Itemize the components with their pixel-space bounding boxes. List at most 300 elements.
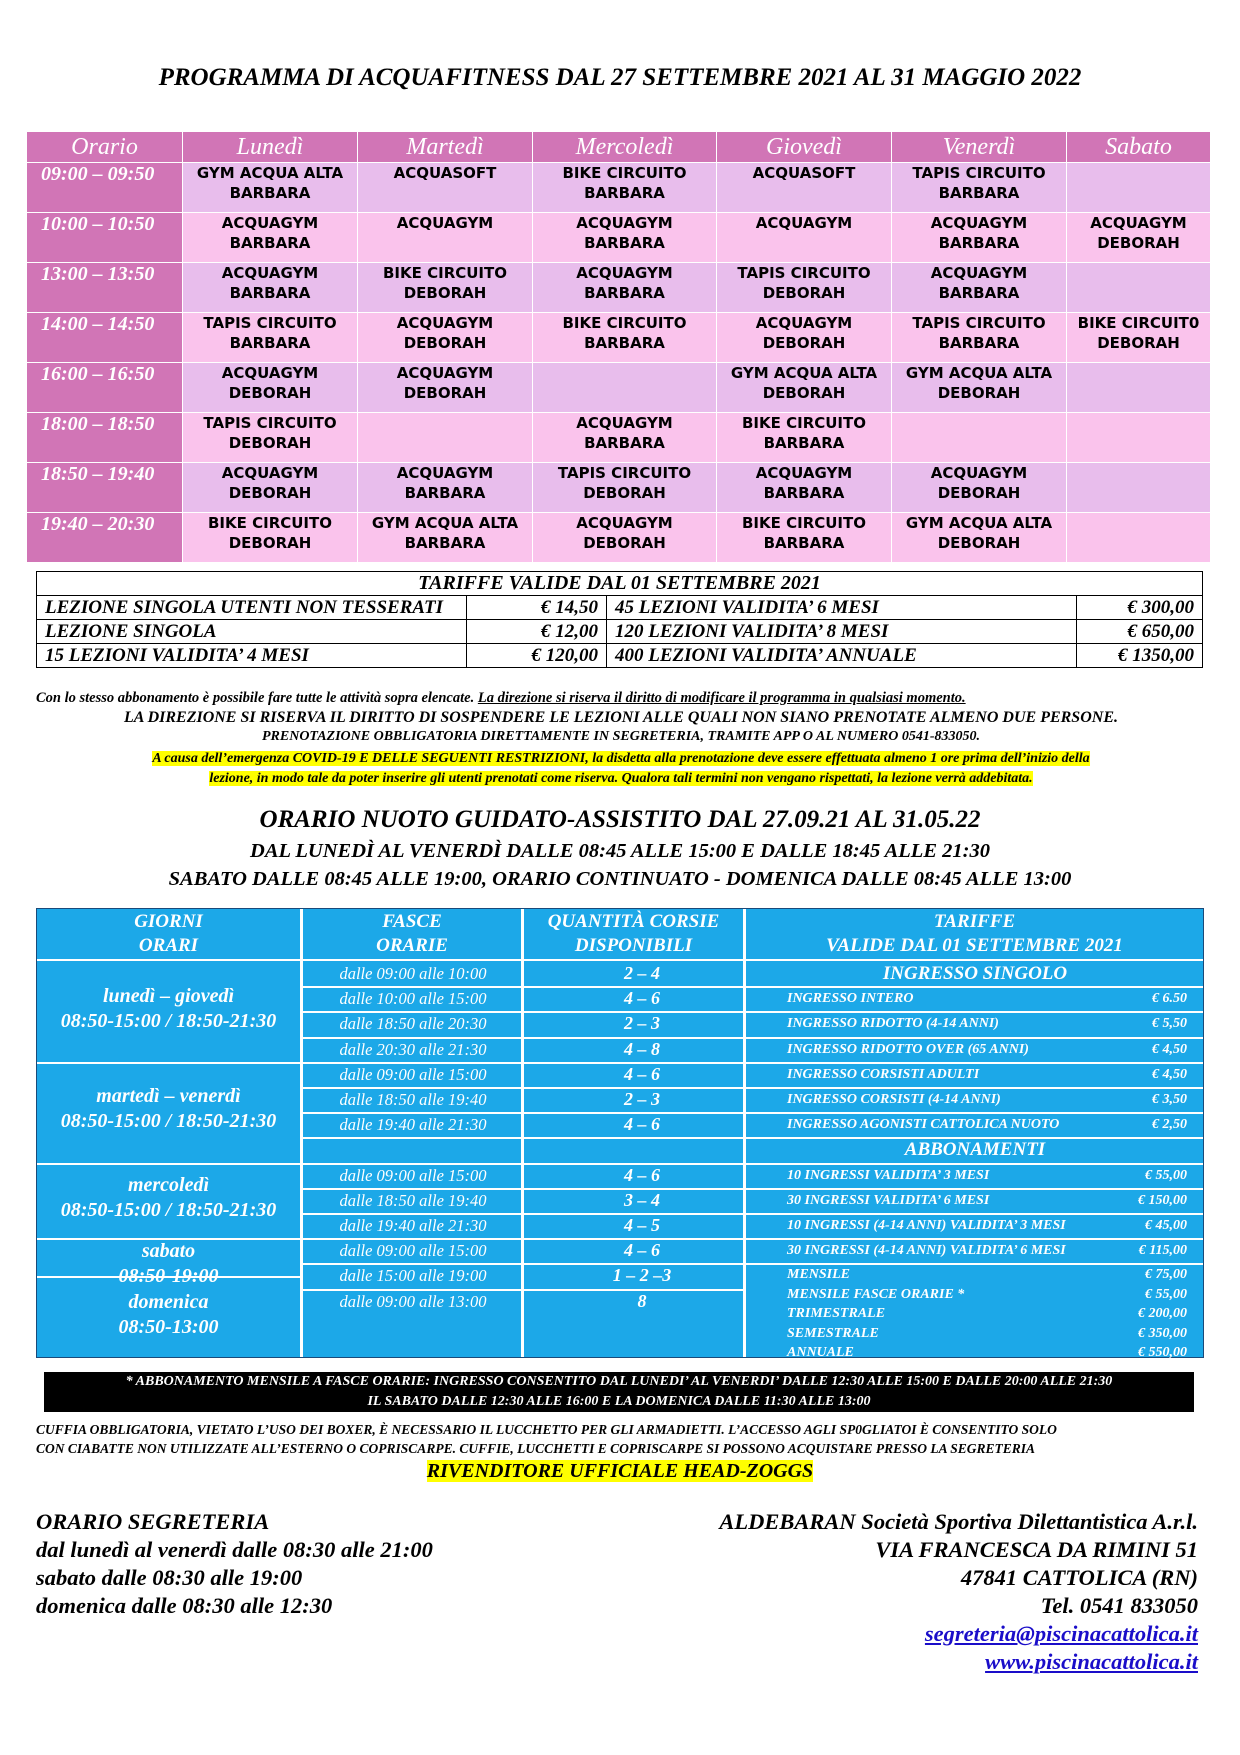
fee-label: ANNUALE [787, 1345, 854, 1360]
schedule-row [27, 363, 1211, 413]
schedule-header: Lunedì [183, 132, 358, 163]
office-hours-title: ORARIO SEGRETERIA [36, 1509, 270, 1534]
rules [36, 1420, 1226, 1458]
fee-price: € 3,50 [1152, 1092, 1187, 1107]
note-subscription [36, 690, 1206, 707]
fee-row [787, 1324, 1187, 1343]
tariff-price: € 1350,00 [1077, 644, 1203, 668]
company-name: ALDEBARAN Società Sportiva Dilettantistica A.r.l. [719, 1509, 1198, 1534]
schedule-header: Martedì [358, 132, 533, 163]
tariff-row [37, 644, 1203, 668]
schedule-time: 19:40 – 20:30 [27, 513, 183, 563]
day-block [37, 984, 300, 1034]
time-range: dalle 10:00 alle 15:00 [339, 989, 487, 1008]
schedule-cell [892, 513, 1067, 563]
instructor-name: BARBARA [938, 234, 1020, 252]
lane-count: 2 – 3 [624, 1089, 660, 1109]
activity-name: ACQUAGYM [576, 414, 673, 432]
note-covid-line1: A causa dell’emergenza COVID-19 E DELLE SEGUENTI RESTRIZIONI, la disdetta alla prenotazione deve essere effettuata almeno 1 ore prima dell’inizio della [152, 751, 1090, 766]
header-tariffe [746, 910, 1203, 958]
schedule-cell [717, 413, 892, 463]
time-range: dalle 09:00 alle 15:00 [339, 1166, 487, 1185]
fee-row [787, 1062, 1187, 1087]
schedule-cell [717, 313, 892, 363]
fee-price: € 350,00 [1138, 1326, 1187, 1341]
activity-name: TAPIS CIRCUITO [737, 264, 871, 282]
fee-label: SEMESTRALE [787, 1326, 879, 1341]
activity-name [1067, 413, 1210, 433]
note-covid-line2: lezione, in modo tale da poter inserire gli utenti prenotati come riserva. Qualora tali termini non vengano rispettati, la lezione verrà addebitata. [209, 771, 1033, 786]
fee-price: € 55,00 [1145, 1168, 1187, 1183]
monthly-note-line2: IL SABATO DALLE 12:30 ALLE 16:00 E LA DOMENICA DALLE 11:30 ALLE 13:00 [367, 1394, 871, 1409]
fee-price: € 115,00 [1138, 1243, 1187, 1258]
instructor-name [358, 233, 532, 253]
instructor-name: BARBARA [763, 484, 845, 502]
fee-row [787, 1343, 1187, 1362]
activity-name: ACQUAGYM [221, 464, 319, 482]
aquafitness-tariffs [36, 571, 1203, 668]
schedule-time: 13:00 – 13:50 [27, 263, 183, 313]
company-city: 47841 CATTOLICA (RN) [960, 1565, 1198, 1590]
instructor-name [1067, 283, 1210, 303]
day-name: martedì – venerdì [96, 1085, 241, 1107]
activity-name: BIKE CIRCUITO [742, 514, 866, 532]
schedule-row [27, 463, 1211, 513]
day-hours: 08:50-15:00 / 18:50-21:30 [60, 1199, 277, 1221]
lane-count: 4 – 5 [624, 1215, 660, 1235]
fee-price: € 55,00 [1145, 1287, 1187, 1302]
day-block [37, 1290, 300, 1340]
activity-name: ACQUAGYM [221, 264, 319, 282]
schedule-row [27, 163, 1211, 213]
activity-name: ACQUAGYM [755, 214, 853, 232]
activity-name [533, 363, 716, 383]
activity-name [358, 413, 532, 433]
activity-name: ACQUAGYM [755, 464, 853, 482]
instructor-name: BARBARA [584, 334, 665, 352]
instructor-name: DEBORAH [762, 384, 846, 402]
schedule-cell [533, 413, 717, 463]
reseller-text: RIVENDITORE UFFICIALE HEAD-ZOGGS [426, 1460, 814, 1482]
header-corsie-2: DISPONIBILI [574, 935, 693, 956]
activity-name: BIKE CIRCUIT0 [1077, 314, 1200, 332]
fee-row [787, 1087, 1187, 1112]
lane-count: 2 – 3 [624, 1013, 660, 1033]
lane-count: 4 – 6 [624, 1240, 660, 1260]
schedule-time: 14:00 – 14:50 [27, 313, 183, 363]
lane-count: 4 – 6 [624, 988, 660, 1008]
fee-label: 10 INGRESSI (4-14 ANNI) VALIDITA’ 3 MESI [787, 1218, 1066, 1233]
header-tariffe-1: TARIFFE [933, 911, 1016, 932]
tariff-row [37, 596, 1203, 620]
abbonamenti-title: ABBONAMENTI [904, 1139, 1046, 1160]
schedule-cell [533, 213, 717, 263]
activity-name: ACQUAGYM [930, 214, 1028, 232]
fee-row [787, 986, 1187, 1011]
fee-price: € 6.50 [1152, 991, 1187, 1006]
fee-label: INGRESSO RIDOTTO (4-14 ANNI) [787, 1016, 999, 1031]
schedule-cell [533, 463, 717, 513]
activity-name [1067, 163, 1210, 183]
rules-line2: CON CIABATTE NON UTILIZZATE ALL’ESTERNO O COPRISCARPE. CUFFIE, LUCCHETTI E COPRISCARPE SI POSSONO ACQUISTARE PRESSO LA SEGRETERIA [36, 1441, 1035, 1456]
fee-row [787, 1304, 1187, 1323]
schedule-cell [1067, 313, 1211, 363]
tariff-label: 400 LEZIONI VALIDITA’ ANNUALE [607, 644, 1077, 668]
fee-label: TRIMESTRALE [787, 1306, 886, 1321]
fee-row [787, 1112, 1187, 1137]
schedule-time: 10:00 – 10:50 [27, 213, 183, 263]
schedule-cell [533, 263, 717, 313]
header-corsie-1: QUANTITÀ CORSIE [547, 911, 720, 932]
tariff-label: 15 LEZIONI VALIDITA’ 4 MESI [37, 644, 467, 668]
schedule-cell [1067, 363, 1211, 413]
swim-title: ORARIO NUOTO GUIDATO-ASSISTITO DAL 27.09.21 AL 31.05.22 [259, 806, 981, 833]
schedule-cell [892, 213, 1067, 263]
schedule-cell [183, 363, 358, 413]
tariff-price: € 650,00 [1077, 620, 1203, 644]
activity-name: GYM ACQUA ALTA [905, 364, 1053, 382]
note-subscription-text: Con lo stesso abbonamento è possibile fare tutte le attività sopra elencate. [36, 690, 475, 706]
fee-row [787, 1213, 1187, 1238]
company-phone: Tel. 0541 833050 [1040, 1593, 1198, 1618]
instructor-name: BARBARA [229, 184, 311, 202]
schedule-time: 16:00 – 16:50 [27, 363, 183, 413]
activity-name: ACQUAGYM [576, 214, 673, 232]
swim-weekend-hours: SABATO DALLE 08:45 ALLE 19:00, ORARIO CONTINUATO - DOMENICA DALLE 08:45 ALLE 13:00 [168, 868, 1072, 890]
lane-count: 2 – 4 [624, 963, 660, 983]
instructor-name [1067, 433, 1210, 453]
header-giorni [37, 910, 300, 958]
website-link[interactable]: www.piscinacattolica.it [985, 1649, 1198, 1674]
schedule-cell [183, 463, 358, 513]
activity-name: GYM ACQUA ALTA [730, 364, 878, 382]
time-range: dalle 18:50 alle 20:30 [339, 1014, 487, 1033]
schedule-cell [533, 163, 717, 213]
instructor-name: DEBORAH [1097, 234, 1180, 252]
instructor-name: BARBARA [938, 334, 1020, 352]
activity-name: ACQUAGYM [396, 214, 494, 232]
schedule-time: 18:00 – 18:50 [27, 413, 183, 463]
header-giorni-2: ORARI [138, 935, 199, 956]
instructor-name: DEBORAH [228, 434, 312, 452]
schedule-cell [717, 163, 892, 213]
instructor-name: DEBORAH [583, 534, 666, 552]
schedule-cell [358, 513, 533, 563]
office-hours-saturday: sabato dalle 08:30 alle 19:00 [36, 1565, 303, 1590]
fee-row [787, 1163, 1187, 1188]
activity-name: TAPIS CIRCUITO [912, 164, 1046, 182]
tariff-label: 120 LEZIONI VALIDITA’ 8 MESI [607, 620, 1077, 644]
instructor-name: BARBARA [229, 284, 311, 302]
activity-name: BIKE CIRCUITO [742, 414, 866, 432]
activity-name: ACQUAGYM [396, 464, 494, 482]
tariff-price: € 300,00 [1077, 596, 1203, 620]
fee-price: € 550,00 [1138, 1345, 1187, 1360]
fee-label: INGRESSO AGONISTI CATTOLICA NUOTO [787, 1117, 1060, 1132]
schedule-cell [183, 263, 358, 313]
schedule-cell [717, 463, 892, 513]
schedule-cell [183, 213, 358, 263]
time-range: dalle 19:40 alle 21:30 [339, 1216, 487, 1235]
company-address: VIA FRANCESCA DA RIMINI 51 [875, 1537, 1198, 1562]
day-name: mercoledì [127, 1174, 210, 1196]
activity-name: ACQUASOFT [393, 164, 497, 182]
instructor-name [1067, 383, 1210, 403]
day-block [37, 1239, 300, 1289]
activity-name: BIKE CIRCUITO [208, 514, 332, 532]
time-range: dalle 20:30 alle 21:30 [339, 1040, 487, 1059]
schedule-cell [1067, 163, 1211, 213]
schedule-row [27, 513, 1211, 563]
fee-price: € 75,00 [1145, 1267, 1187, 1282]
activity-name: ACQUAGYM [930, 264, 1028, 282]
fee-label: 30 INGRESSI VALIDITA’ 6 MESI [787, 1193, 990, 1208]
instructor-name: BARBARA [584, 234, 665, 252]
instructor-name: DEBORAH [937, 484, 1021, 502]
instructor-name: BARBARA [229, 334, 311, 352]
schedule-header: Mercoledì [533, 132, 717, 163]
schedule-row [27, 263, 1211, 313]
day-name: domenica [128, 1291, 209, 1313]
fee-price: € 4,50 [1152, 1067, 1187, 1082]
monthly-note [44, 1372, 1194, 1412]
instructor-name [358, 183, 532, 203]
header-fasce-1: FASCE [382, 911, 442, 932]
fee-label: INGRESSO CORSISTI (4-14 ANNI) [787, 1092, 1001, 1107]
reseller [0, 1460, 1240, 1483]
instructor-name: DEBORAH [403, 284, 487, 302]
lane-count: 4 – 6 [624, 1165, 660, 1185]
header-corsie [524, 910, 743, 958]
schedule-header: Venerdì [892, 132, 1067, 163]
fee-row [787, 1037, 1187, 1062]
fee-label: INGRESSO RIDOTTO OVER (65 ANNI) [787, 1042, 1029, 1057]
schedule-cell [183, 413, 358, 463]
instructor-name: DEBORAH [762, 334, 846, 352]
activity-name [1067, 463, 1210, 483]
schedule-cell [533, 363, 717, 413]
tariff-price: € 14,50 [467, 596, 607, 620]
schedule-cell [717, 513, 892, 563]
day-hours: 08:50-15:00 / 18:50-21:30 [60, 1110, 277, 1132]
lane-count: 4 – 8 [624, 1039, 660, 1059]
instructor-name: DEBORAH [228, 534, 312, 552]
schedule-cell [358, 463, 533, 513]
tariff-price: € 120,00 [467, 644, 607, 668]
instructor-name: BARBARA [763, 534, 845, 552]
activity-name: GYM ACQUA ALTA [905, 514, 1053, 532]
schedule-cell [892, 363, 1067, 413]
tariff-row [37, 620, 1203, 644]
schedule-header: Orario [27, 132, 183, 163]
fee-price: € 45,00 [1145, 1218, 1187, 1233]
email-link[interactable]: segreteria@piscinacattolica.it [924, 1621, 1198, 1646]
fee-row [787, 1285, 1187, 1304]
activity-name: ACQUAGYM [221, 214, 319, 232]
activity-name: ACQUAGYM [576, 514, 673, 532]
day-block [37, 1173, 300, 1223]
activity-name: GYM ACQUA ALTA [371, 514, 519, 532]
schedule-cell [717, 213, 892, 263]
schedule-cell [1067, 413, 1211, 463]
schedule-cell [1067, 463, 1211, 513]
instructor-name: DEBORAH [228, 484, 312, 502]
day-name: lunedì – giovedì [102, 985, 235, 1007]
schedule-cell [358, 263, 533, 313]
activity-name: ACQUAGYM [1090, 214, 1187, 232]
instructor-name: DEBORAH [403, 384, 487, 402]
header-giorni-1: GIORNI [134, 911, 203, 932]
fee-row [787, 1238, 1187, 1263]
schedule-header: Sabato [1067, 132, 1211, 163]
activity-name: BIKE CIRCUITO [383, 264, 507, 282]
activity-name [1067, 263, 1210, 283]
schedule-cell [358, 313, 533, 363]
monthly-note-line1: * ABBONAMENTO MENSILE A FASCE ORARIE: INGRESSO CONSENTITO DAL LUNEDI’ AL VENERDI’ DALLE 12:30 ALLE 15:00 E DALLE 20:00 ALLE 21:30 [125, 1374, 1113, 1389]
fee-price: € 200,00 [1138, 1306, 1187, 1321]
schedule-row [27, 413, 1211, 463]
fee-price: € 150,00 [1138, 1193, 1187, 1208]
schedule-cell [892, 263, 1067, 313]
instructor-name: BARBARA [404, 534, 486, 552]
activity-name: BIKE CIRCUITO [562, 314, 687, 332]
note-suspension: LA DIREZIONE SI RISERVA IL DIRITTO DI SOSPENDERE LE LEZIONI ALLE QUALI NON SIANO PRENOTATE ALMENO DUE PERSONE. [124, 709, 1118, 726]
office-hours-sunday: domenica dalle 08:30 alle 12:30 [36, 1593, 333, 1618]
instructor-name: DEBORAH [583, 484, 666, 502]
page-title: PROGRAMMA DI ACQUAFITNESS DAL 27 SETTEMBRE 2021 AL 31 MAGGIO 2022 [158, 64, 1082, 91]
schedule-cell [1067, 213, 1211, 263]
header-tariffe-2: VALIDE DAL 01 SETTEMBRE 2021 [826, 935, 1123, 956]
schedule-cell [358, 413, 533, 463]
activity-name: ACQUAGYM [396, 364, 494, 382]
instructor-name: BARBARA [584, 434, 665, 452]
instructor-name: DEBORAH [403, 334, 487, 352]
tariff-label: LEZIONE SINGOLA [37, 620, 467, 644]
day-hours: 08:50-15:00 / 18:50-21:30 [60, 1010, 277, 1032]
time-range: dalle 18:50 alle 19:40 [339, 1191, 487, 1210]
office-hours [36, 1508, 636, 1620]
lane-count: 4 – 6 [624, 1114, 660, 1134]
ingresso-title: INGRESSO SINGOLO [882, 963, 1068, 984]
fee-label: INGRESSO CORSISTI ADULTI [787, 1067, 980, 1082]
instructor-name [892, 433, 1066, 453]
instructor-name [358, 433, 532, 453]
schedule-cell [183, 513, 358, 563]
time-range: dalle 09:00 alle 13:00 [339, 1292, 487, 1311]
tariff-label: 45 LEZIONI VALIDITA’ 6 MESI [607, 596, 1077, 620]
schedule-cell [892, 413, 1067, 463]
instructor-name [717, 233, 891, 253]
note-direction-rights: La direzione si riserva il diritto di modificare il programma in qualsiasi momento. [477, 690, 966, 706]
schedule-row [27, 213, 1211, 263]
time-range: dalle 18:50 alle 19:40 [339, 1090, 487, 1109]
instructor-name: BARBARA [763, 434, 845, 452]
instructor-name [717, 183, 891, 203]
header-fasce-2: ORARIE [376, 935, 448, 956]
fee-price: € 5,50 [1152, 1016, 1187, 1031]
tariffs-title: TARIFFE VALIDE DAL 01 SETTEMBRE 2021 [37, 572, 1203, 596]
fee-row [787, 1265, 1187, 1284]
schedule-cell [533, 513, 717, 563]
schedule-time: 18:50 – 19:40 [27, 463, 183, 513]
tariff-label: LEZIONE SINGOLA UTENTI NON TESSERATI [37, 596, 467, 620]
lane-count: 8 [637, 1291, 647, 1311]
activity-name: TAPIS CIRCUITO [203, 414, 337, 432]
company-info [600, 1508, 1198, 1676]
instructor-name [1067, 483, 1210, 503]
instructor-name: DEBORAH [937, 384, 1021, 402]
schedule-cell [717, 363, 892, 413]
schedule-cell [358, 363, 533, 413]
instructor-name: BARBARA [584, 184, 665, 202]
instructor-name: DEBORAH [1097, 334, 1180, 352]
instructor-name: DEBORAH [762, 284, 846, 302]
schedule-cell [358, 213, 533, 263]
activity-name: TAPIS CIRCUITO [912, 314, 1046, 332]
aquafitness-schedule [26, 131, 1211, 563]
swim-weekday-hours: DAL LUNEDÌ AL VENERDÌ DALLE 08:45 ALLE 15:00 E DALLE 18:45 ALLE 21:30 [250, 840, 990, 862]
header-fasce [303, 910, 521, 958]
instructor-name [533, 383, 716, 403]
day-block [37, 1084, 300, 1134]
schedule-row [27, 313, 1211, 363]
lane-count: 4 – 6 [624, 1064, 660, 1084]
tariff-price: € 12,00 [467, 620, 607, 644]
schedule-cell [358, 163, 533, 213]
office-hours-weekday: dal lunedì al venerdì dalle 08:30 alle 21:00 [36, 1537, 433, 1562]
schedule-header: Giovedì [717, 132, 892, 163]
instructor-name: BARBARA [404, 484, 486, 502]
schedule-cell [892, 163, 1067, 213]
time-range: dalle 15:00 alle 19:00 [339, 1266, 487, 1285]
fee-price: € 2,50 [1152, 1117, 1187, 1132]
instructor-name: DEBORAH [937, 534, 1021, 552]
schedule-cell [892, 313, 1067, 363]
fee-label: INGRESSO INTERO [787, 991, 914, 1006]
activity-name: BIKE CIRCUITO [562, 164, 687, 182]
time-range: dalle 19:40 alle 21:30 [339, 1115, 487, 1134]
day-hours: 08:50-13:00 [118, 1316, 219, 1338]
rules-line1: CUFFIA OBBLIGATORIA, VIETATO L’USO DEI BOXER, È NECESSARIO IL LUCCHETTO PER GLI ARMADIETTI. L’ACCESSO AGLI SP0GLIATOI È CONSENTITO SOLO [36, 1422, 1057, 1437]
schedule-time: 09:00 – 09:50 [27, 163, 183, 213]
instructor-name [1067, 533, 1210, 553]
fee-price: € 4,50 [1152, 1042, 1187, 1057]
schedule-cell [1067, 263, 1211, 313]
activity-name: ACQUAGYM [396, 314, 494, 332]
activity-name: ACQUAGYM [930, 464, 1028, 482]
activity-name: ACQUAGYM [221, 364, 319, 382]
instructor-name: BARBARA [584, 284, 665, 302]
time-range: dalle 09:00 alle 15:00 [339, 1241, 487, 1260]
activity-name [1067, 513, 1210, 533]
fee-label: 10 INGRESSI VALIDITA’ 3 MESI [787, 1168, 990, 1183]
schedule-cell [717, 263, 892, 313]
time-range: dalle 09:00 alle 15:00 [339, 1065, 487, 1084]
schedule-cell [533, 313, 717, 363]
activity-name: GYM ACQUA ALTA [196, 164, 344, 182]
activity-name: TAPIS CIRCUITO [557, 464, 692, 482]
instructor-name: BARBARA [938, 284, 1020, 302]
instructor-name [1067, 183, 1210, 203]
instructor-name: BARBARA [229, 234, 311, 252]
swim-table [36, 908, 1204, 1358]
schedule-cell [1067, 513, 1211, 563]
fee-label: 30 INGRESSI (4-14 ANNI) VALIDITA’ 6 MESI [787, 1243, 1066, 1258]
schedule-cell [183, 313, 358, 363]
schedule-cell [183, 163, 358, 213]
activity-name [1067, 363, 1210, 383]
day-name: sabato [141, 1240, 196, 1262]
